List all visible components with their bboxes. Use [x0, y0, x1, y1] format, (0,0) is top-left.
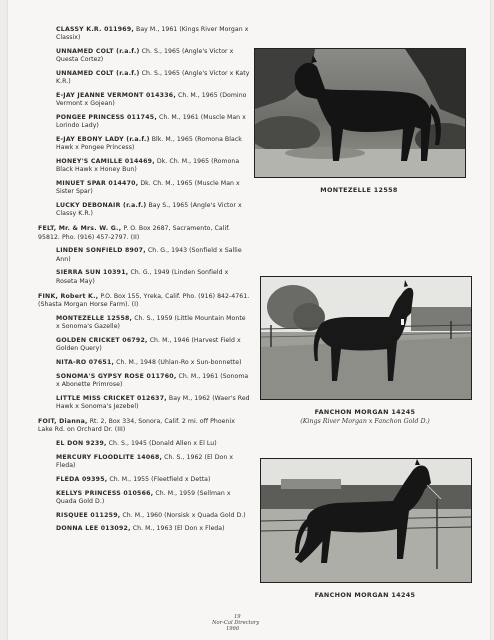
photo-montezelle	[254, 48, 466, 178]
horse-name: UNNAMED COLT (r.a.f.)	[56, 48, 140, 55]
horse-name: KELLYS PRINCESS 010566,	[56, 489, 154, 497]
horse-name: PONGEE PRINCESS 011745,	[56, 114, 157, 121]
horse-name: RISQUEE 011259,	[56, 511, 121, 519]
horse-entry	[38, 454, 250, 470]
horse-entry	[38, 359, 250, 367]
horse-details: Bay S., 1965 (Angle's Victor x Classy K.R.)	[56, 202, 242, 218]
owner-address: P. O. Box 2687, Sacramento, Calif. 95812. Pho. (916) 457-2797. (II)	[38, 225, 231, 241]
horse-details: Bay M., 1962 (Waer's Red Hawk x Sonoma's Jezebel)	[56, 394, 250, 410]
horse-details: Ch. M., 1948 (Uhlan-Ro x Sun-bonnette)	[116, 358, 242, 366]
owner-entry	[38, 418, 250, 434]
horse-entry	[38, 180, 250, 196]
horse-entry	[38, 490, 250, 506]
horse-name: SONOMA'S GYPSY ROSE 011760,	[56, 372, 177, 380]
horse-photo-image	[261, 459, 471, 582]
horse-details: Ch. M., 1959 (Sellman x Quada Gold D.)	[56, 489, 231, 505]
horse-details: Dk. Ch. M., 1965 (Romona Black Hawk x Honey Bun)	[56, 158, 240, 174]
owner-address: Rt. 2, Box 334, Sonora, Calif. 2 mi. off Phoenix Lake Rd. on Orchard Dr. (III)	[38, 418, 235, 434]
horse-details: Ch. M., 1961 (Muscle Man x Lorindo Lady)	[56, 114, 246, 130]
horse-details: Dk. Ch. M., 1965 (Muscle Man x Sister Spar)	[56, 180, 240, 196]
horse-details: Ch. S., 1959 (Little Mountain Monte x Sonoma's Gazelle)	[56, 314, 246, 331]
horse-entry	[38, 269, 250, 285]
horse-entry	[38, 525, 250, 533]
photo-fanchon-morgan-side	[260, 458, 472, 583]
horse-details: Ch. M., 1963 (El Don x Fleda)	[132, 525, 225, 533]
directory-column	[38, 26, 250, 539]
horse-details: Ch. M., 1961 (Sonoma x Abonette Primrose)	[56, 372, 249, 388]
horse-entry	[38, 337, 250, 353]
footnote-year: 1966	[226, 626, 240, 632]
horse-name: UNNAMED COLT (r.a.f.)	[56, 70, 140, 77]
horse-details: Ch. M., 1955 (Fleetfield x Detta)	[109, 475, 211, 483]
horse-entry	[38, 315, 250, 331]
owner-name: FOIT, Dianna,	[38, 418, 88, 426]
horse-name: FLEDA 09395,	[56, 475, 108, 483]
horse-name: LINDEN SONFIELD 8907,	[56, 247, 146, 255]
photo-fanchon-morgan-front	[260, 276, 472, 400]
horse-name: LITTLE MISS CRICKET 012637,	[56, 394, 167, 402]
horse-details: Ch. S., 1962 (El Don x Fleda)	[56, 453, 234, 470]
horse-details: Ch. M., 1946 (Harvest Field x Golden Query)	[56, 336, 241, 353]
horse-details: Bay M., 1961 (Kings River Morgan x Classix)	[56, 26, 249, 42]
horse-details: Ch. S., 1965 (Angle's Victor x Katy K.R.)	[56, 70, 250, 86]
horse-name: MINUET SPAR 014470,	[56, 180, 139, 187]
owner-entry	[38, 293, 250, 309]
horse-name: E-JAY JEANNE VERMONT 014336,	[56, 92, 176, 99]
directory-page	[8, 0, 490, 640]
horse-details: Ch. G., 1949 (Linden Sonfield x Roseta May)	[56, 269, 229, 285]
horse-entry	[38, 92, 250, 108]
horse-details: Ch. M., 1960 (Norsisk x Quada Gold D.)	[122, 511, 246, 519]
photo-caption: MONTEZELLE 12558	[320, 186, 398, 194]
horse-name: E-JAY EBONY LADY (r.a.f.)	[56, 136, 150, 143]
horse-name: NITA-RO 07651,	[56, 358, 115, 366]
horse-name: HONEY'S CAMILLE 014469,	[56, 158, 155, 165]
horse-entry	[38, 158, 250, 174]
footnote-directory-name: Nor-Cal Directory	[212, 620, 260, 626]
horse-name: GOLDEN CRICKET 06792,	[56, 336, 148, 344]
horse-entry	[38, 202, 250, 218]
horse-details: Ch. S., 1965 (Angle's Victor x Questa Cortez)	[56, 48, 234, 64]
horse-entry	[38, 476, 250, 484]
horse-name: MERCURY FLOODLITE 14068,	[56, 453, 163, 461]
horse-entry	[38, 395, 250, 411]
owner-name: FINK, Robert K.,	[38, 292, 99, 300]
horse-details: Ch. M., 1965 (Domino Vermont x Gojean)	[56, 92, 247, 108]
horse-photo-image	[255, 49, 465, 177]
owner-name: FELT, Mr. & Mrs. W. G.,	[38, 225, 122, 233]
horse-details: Blk. M., 1965 (Romona Black Hawk x Pongee Princess)	[56, 136, 242, 152]
horse-entry	[38, 440, 250, 448]
horse-details: Ch. S., 1945 (Donald Allen x El Lu)	[108, 440, 217, 448]
horse-name: LUCKY DEBONAIR (r.a.f.)	[56, 202, 147, 209]
horse-entry	[38, 247, 250, 263]
horse-name: CLASSY K.R. 011969,	[56, 26, 135, 33]
horse-name: SIERRA SUN 10391,	[56, 269, 129, 277]
photo-caption: FANCHON MORGAN 14245	[314, 408, 416, 416]
horse-entry	[38, 114, 250, 130]
footnote-page-number: 19	[234, 614, 241, 620]
horse-photo-image	[261, 277, 471, 399]
owner-entry	[38, 225, 250, 241]
horse-details: Ch. G., 1943 (Sonfield x Sallie Ann)	[56, 247, 242, 263]
handwritten-pedigree-note: (Kings River Morgan x Fanchon Gold D.)	[300, 418, 430, 425]
horse-name: EL DON 9239,	[56, 440, 107, 448]
horse-entry	[38, 26, 250, 42]
handwritten-footnote	[212, 614, 272, 632]
horse-entry	[38, 373, 250, 389]
horse-name: MONTEZELLE 12558,	[56, 314, 133, 322]
horse-entry	[38, 136, 250, 152]
horse-entry	[38, 70, 250, 86]
horse-entry	[38, 512, 250, 520]
owner-address: P.O. Box 155, Yreka, Calif. Pho. (916) 842-4761. (Shasta Morgan Horse Farm). (I)	[38, 292, 250, 309]
photo-caption: FANCHON MORGAN 14245	[314, 591, 416, 599]
horse-name: DONNA LEE 013092,	[56, 525, 131, 533]
horse-entry	[38, 48, 250, 64]
